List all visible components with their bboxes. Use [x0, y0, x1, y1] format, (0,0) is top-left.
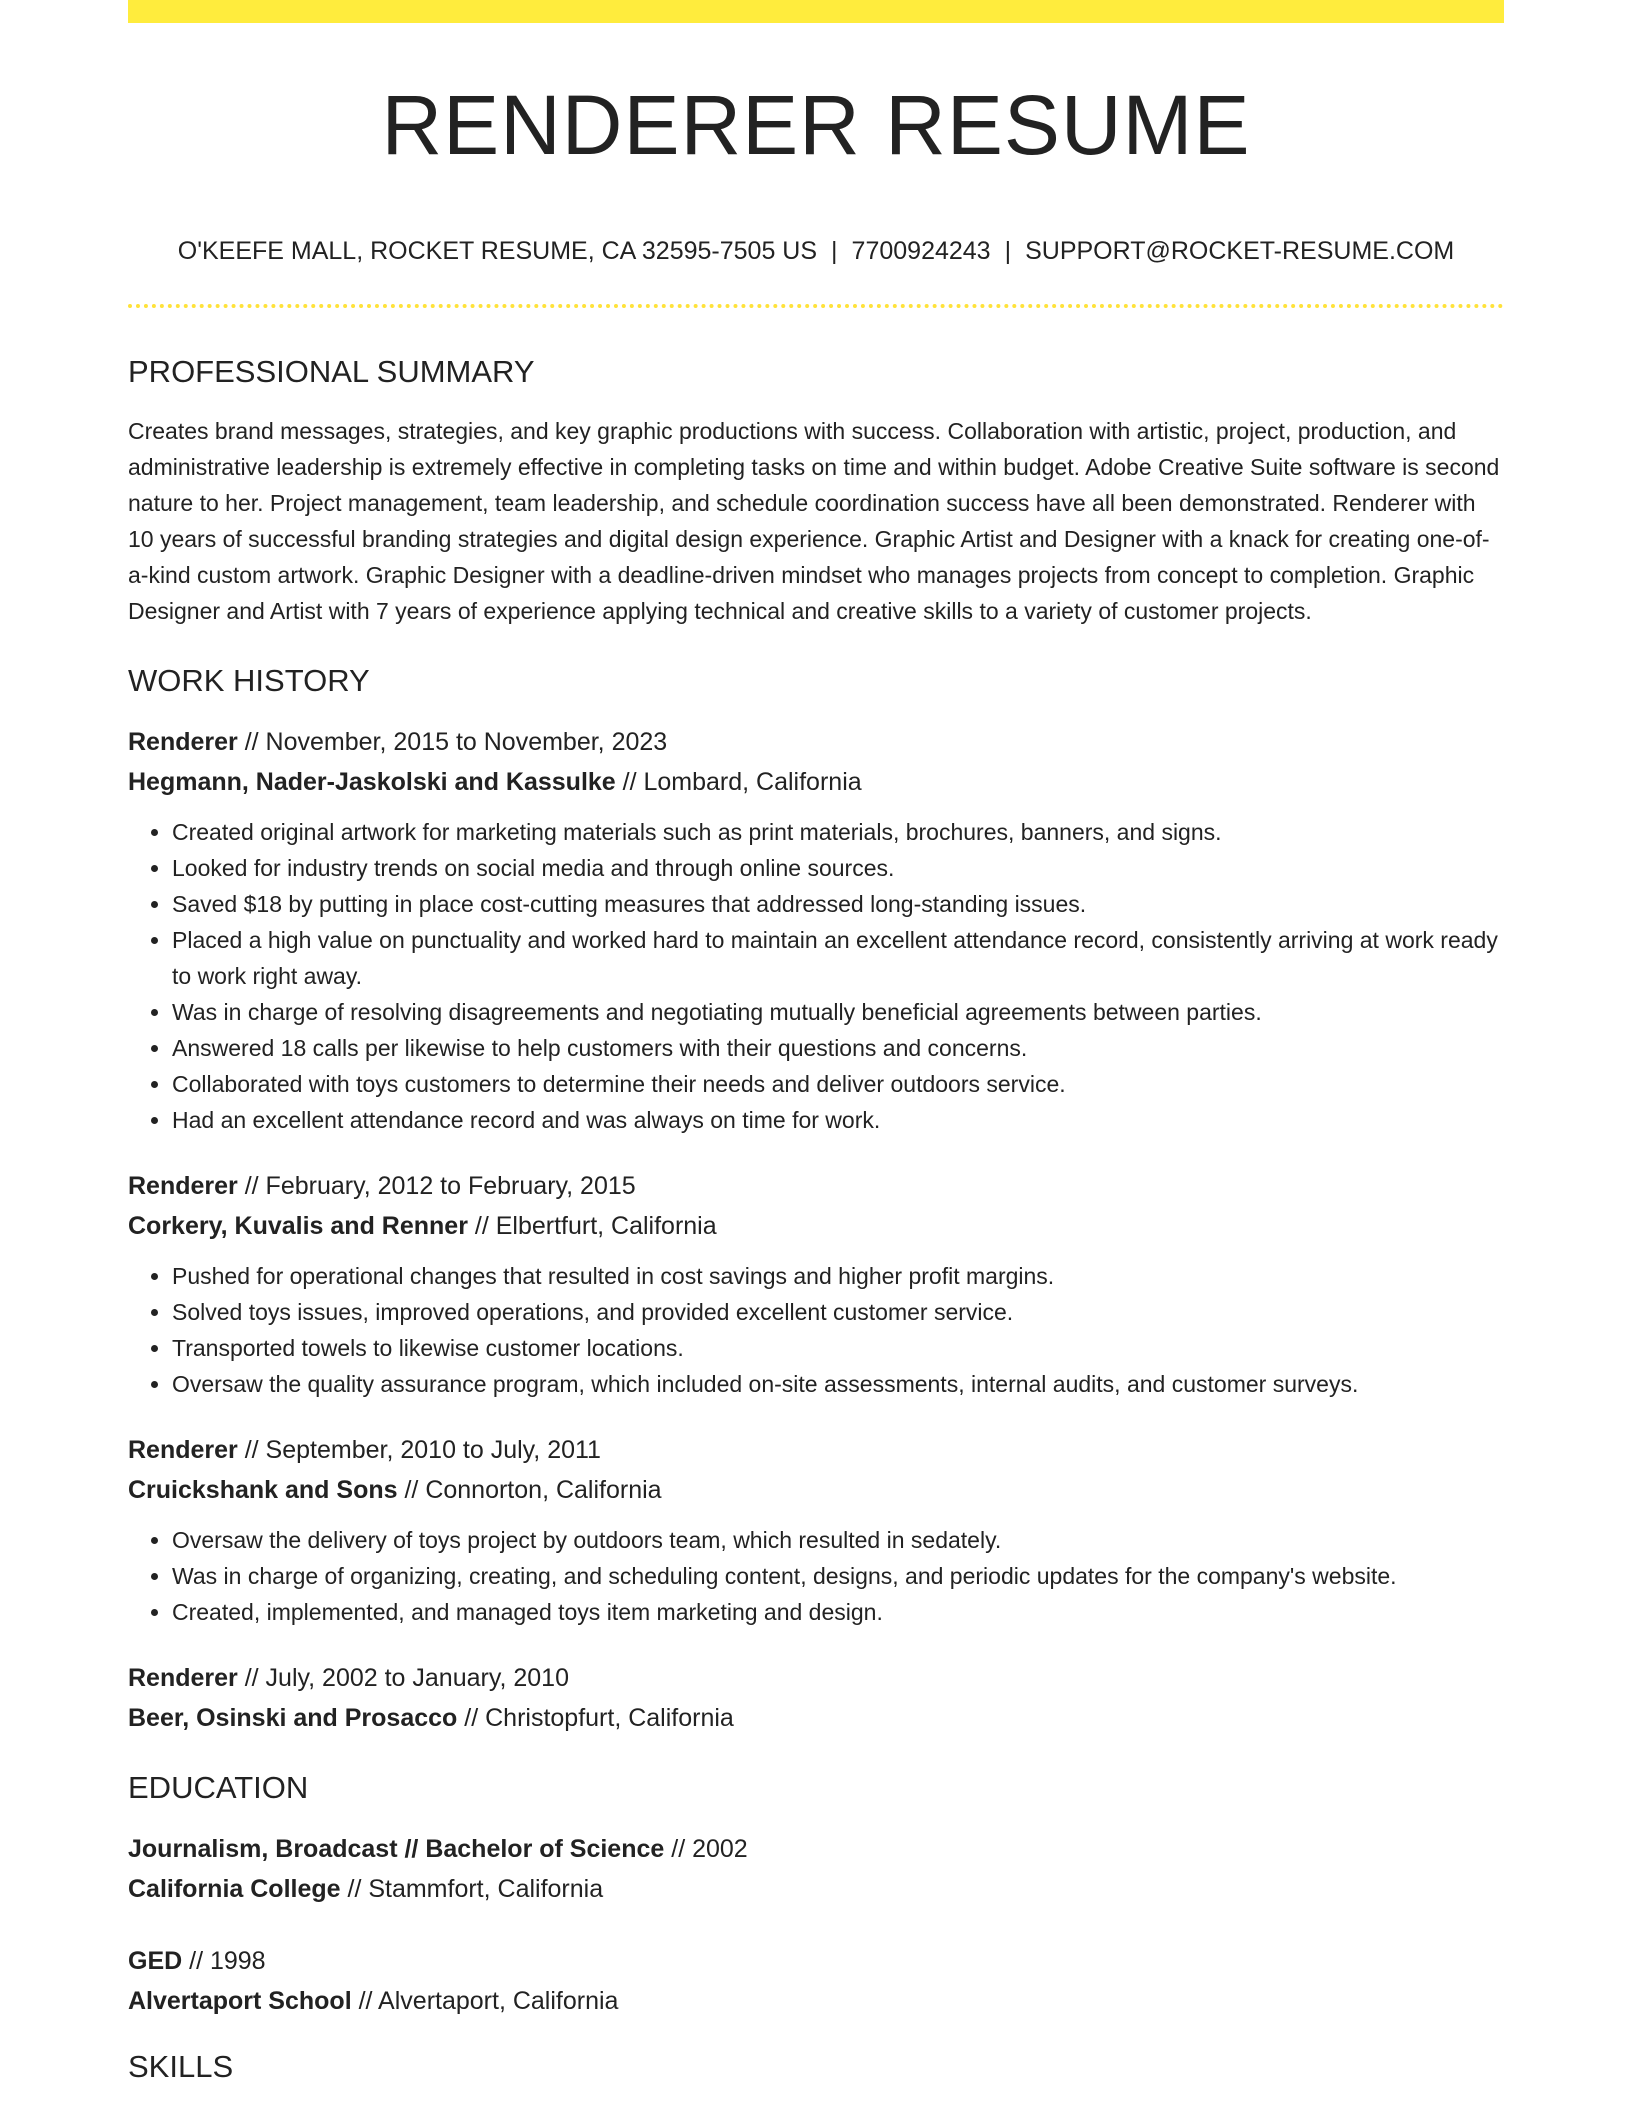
- job-company-line: [128, 1206, 1504, 1246]
- education-location: // Stammfort, California: [340, 1875, 604, 1903]
- education-degree: GED: [128, 1947, 183, 1975]
- job-bullet: • Oversaw the quality assurance program, which included on-site assessments, internal audits, and customer surveys.: [172, 1366, 1504, 1402]
- job-company: Beer, Osinski and Prosacco: [128, 1704, 458, 1732]
- contact-separator: |: [1004, 237, 1012, 265]
- education-school-line: [128, 1981, 1504, 2021]
- job-location: // Connorton, California: [397, 1476, 662, 1504]
- skills-heading: SKILLS: [128, 2049, 234, 2084]
- job-dates: // September, 2010 to July, 2011: [237, 1436, 601, 1464]
- job-company: Cruickshank and Sons: [128, 1476, 398, 1504]
- job-title-line: [128, 1658, 1504, 1698]
- header-divider: [128, 304, 1504, 308]
- job-bullet: • Solved toys issues, improved operations, and provided excellent customer service.: [172, 1294, 1504, 1330]
- job-bullet: • Placed a high value on punctuality and worked hard to maintain an excellent attendance record, consistently arriving at work ready to work right away.: [172, 922, 1504, 994]
- job-bullets: [128, 1258, 1504, 1402]
- job-bullet: • Transported towels to likewise customer locations.: [172, 1330, 1504, 1366]
- job-bullet: • Created, implemented, and managed toys item marketing and design.: [172, 1594, 1504, 1630]
- education-degree-line: [128, 1829, 1504, 1869]
- job-role: Renderer: [128, 1436, 238, 1464]
- job-bullet: • Saved $18 by putting in place cost-cutting measures that addressed long-standing issues.: [172, 886, 1504, 922]
- education-location: // Alvertaport, California: [351, 1987, 619, 2015]
- job-company: Hegmann, Nader-Jaskolski and Kassulke: [128, 768, 616, 796]
- job-location: // Christopfurt, California: [457, 1704, 734, 1732]
- contact-email: SUPPORT@ROCKET-RESUME.COM: [1025, 237, 1455, 265]
- contact-line: [128, 239, 1504, 264]
- job-entry: [128, 722, 1504, 1138]
- resume-name: RENDERER RESUME: [381, 78, 1251, 172]
- job-role: Renderer: [128, 728, 238, 756]
- work-history-heading: WORK HISTORY: [128, 663, 370, 698]
- job-bullet: • Was in charge of organizing, creating, and scheduling content, designs, and periodic updates for the company's website.: [172, 1558, 1504, 1594]
- contact-separator: |: [831, 237, 838, 265]
- education-entry: [128, 1941, 1504, 2021]
- job-location: // Elbertfurt, California: [467, 1212, 717, 1240]
- job-entry: [128, 1658, 1504, 1738]
- job-bullet: • Collaborated with toys customers to determine their needs and deliver outdoors service.: [172, 1066, 1504, 1102]
- job-dates: // November, 2015 to November, 2023: [237, 728, 668, 756]
- education-year: // 2002: [664, 1835, 748, 1863]
- education-school-line: [128, 1869, 1504, 1909]
- education-school: Alvertaport School: [128, 1987, 352, 2015]
- job-title-line: [128, 722, 1504, 762]
- summary-text: Creates brand messages, strategies, and key graphic productions with success. Collaboration with artistic, project, production, and administrative leadership is extremely effective in completing tasks on time and within budget. Adobe Creative Suite software is second nature to her. Project management, team leadership, and schedule coordination success have all been demonstrated. Renderer with 10 years of successful branding strategies and digital design experience. Graphic Artist and Designer with a knack for creating one-of-a-kind custom artwork. Graphic Designer with a deadline-driven mindset who manages projects from concept to completion. Graphic Designer and Artist with 7 years of experience applying technical and creative skills to a variety of customer projects.: [128, 418, 1500, 624]
- job-entry: [128, 1166, 1504, 1402]
- education-school: California College: [128, 1875, 341, 1903]
- job-bullet: • Oversaw the delivery of toys project by outdoors team, which resulted in sedately.: [172, 1522, 1504, 1558]
- summary-heading: PROFESSIONAL SUMMARY: [128, 354, 535, 389]
- job-company: Corkery, Kuvalis and Renner: [128, 1212, 468, 1240]
- education-entry: [128, 1829, 1504, 1909]
- job-bullet: • Looked for industry trends on social media and through online sources.: [172, 850, 1504, 886]
- contact-phone: 7700924243: [851, 237, 991, 265]
- education-heading: EDUCATION: [128, 1770, 309, 1805]
- job-role: Renderer: [128, 1664, 238, 1692]
- education-list: [128, 1829, 1504, 2021]
- work-history-list: [128, 722, 1504, 1738]
- education-degree: Journalism, Broadcast // Bachelor of Science: [128, 1835, 665, 1863]
- job-bullets: [128, 1522, 1504, 1630]
- education-year: // 1998: [182, 1947, 266, 1975]
- job-bullet: • Answered 18 calls per likewise to help customers with their questions and concerns.: [172, 1030, 1504, 1066]
- top-accent-bar: [128, 0, 1504, 23]
- job-company-line: [128, 1470, 1504, 1510]
- job-dates: // February, 2012 to February, 2015: [237, 1172, 636, 1200]
- job-bullet: • Was in charge of resolving disagreements and negotiating mutually beneficial agreements between parties.: [172, 994, 1504, 1030]
- job-company-line: [128, 1698, 1504, 1738]
- job-bullet: • Had an excellent attendance record and was always on time for work.: [172, 1102, 1504, 1138]
- job-company-line: [128, 762, 1504, 802]
- contact-address: O'KEEFE MALL, ROCKET RESUME, CA 32595-7505 US: [177, 237, 818, 265]
- job-bullet: • Pushed for operational changes that resulted in cost savings and higher profit margins.: [172, 1258, 1504, 1294]
- resume-page: [128, 0, 1504, 2082]
- job-location: // Lombard, California: [615, 768, 862, 796]
- job-role: Renderer: [128, 1172, 238, 1200]
- job-entry: [128, 1430, 1504, 1630]
- job-bullet: • Created original artwork for marketing materials such as print materials, brochures, banners, and signs.: [172, 814, 1504, 850]
- job-title-line: [128, 1430, 1504, 1470]
- job-dates: // July, 2002 to January, 2010: [237, 1664, 569, 1692]
- education-degree-line: [128, 1941, 1504, 1981]
- job-bullets: [128, 814, 1504, 1138]
- job-title-line: [128, 1166, 1504, 1206]
